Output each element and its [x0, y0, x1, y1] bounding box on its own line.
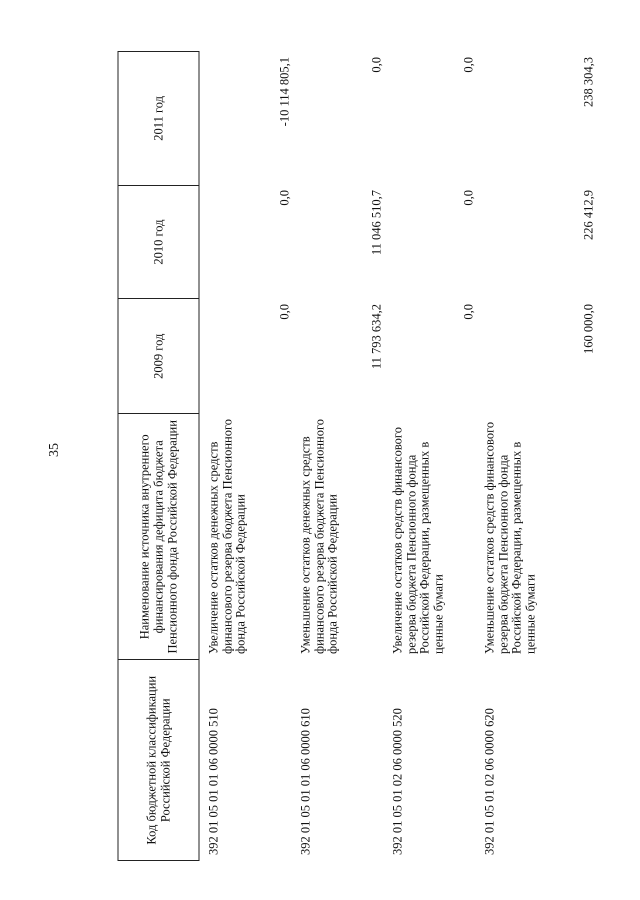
row-name: Уменьшение остатков средств финансового резерва бюджета Пенсионного фонда Российской Федерации, размещенных в ценные бумаги — [482, 421, 537, 654]
header-2010: 2010 год — [119, 185, 199, 299]
header-code: Код бюджетной классификации Российской Федерации — [119, 660, 199, 861]
header-2009: 2009 год — [119, 298, 199, 413]
row-value-2011: 238 304,3 — [581, 57, 595, 107]
table-row — [476, 51, 596, 861]
budget-sources-table — [118, 51, 593, 861]
table-row — [200, 51, 292, 861]
row-name: Уменьшение остатков денежных средств финансового резерва бюджета Пенсионного фонда Российской Федерации — [298, 418, 340, 654]
row-value-2010: 0,0 — [461, 190, 475, 206]
row-value-2010: 0,0 — [277, 190, 291, 206]
header-name: Наименование источника внутреннего финансирования дефицита бюджета Пенсионного фонда Российской Федерации — [119, 413, 199, 659]
table-row — [292, 51, 384, 861]
row-value-2011: -10 114 805,1 — [277, 57, 291, 127]
table-header-row — [118, 51, 200, 861]
row-value-2011: 0,0 — [369, 57, 383, 73]
row-value-2010: 226 412,9 — [581, 190, 595, 240]
table-row — [384, 51, 476, 861]
row-code: 392 01 05 01 01 06 0000 610 — [298, 708, 313, 855]
row-value-2009: 160 000,0 — [581, 304, 595, 354]
page-number: 35 — [47, 443, 62, 457]
row-value-2011: 0,0 — [461, 57, 475, 73]
row-code: 392 01 05 01 02 06 0000 520 — [390, 708, 405, 855]
row-value-2009: 11 793 634,2 — [369, 304, 383, 370]
rotated-table-container — [118, 51, 593, 861]
table-body — [200, 51, 596, 861]
row-value-2009: 0,0 — [277, 304, 291, 320]
row-value-2010: 11 046 510,7 — [369, 190, 383, 256]
row-code: 392 01 05 01 02 06 0000 620 — [482, 708, 497, 855]
row-code: 392 01 05 01 01 06 0000 510 — [206, 708, 221, 855]
row-name: Увеличение остатков средств финансового резерва бюджета Пенсионного фонда Российской Федерации, размещенных в ценные бумаги — [390, 427, 445, 654]
row-name: Увеличение остатков денежных средств финансового резерва бюджета Пенсионного фонда Российской Федерации — [206, 418, 248, 654]
header-2011: 2011 год — [151, 95, 166, 141]
row-value-2009: 0,0 — [461, 304, 475, 320]
